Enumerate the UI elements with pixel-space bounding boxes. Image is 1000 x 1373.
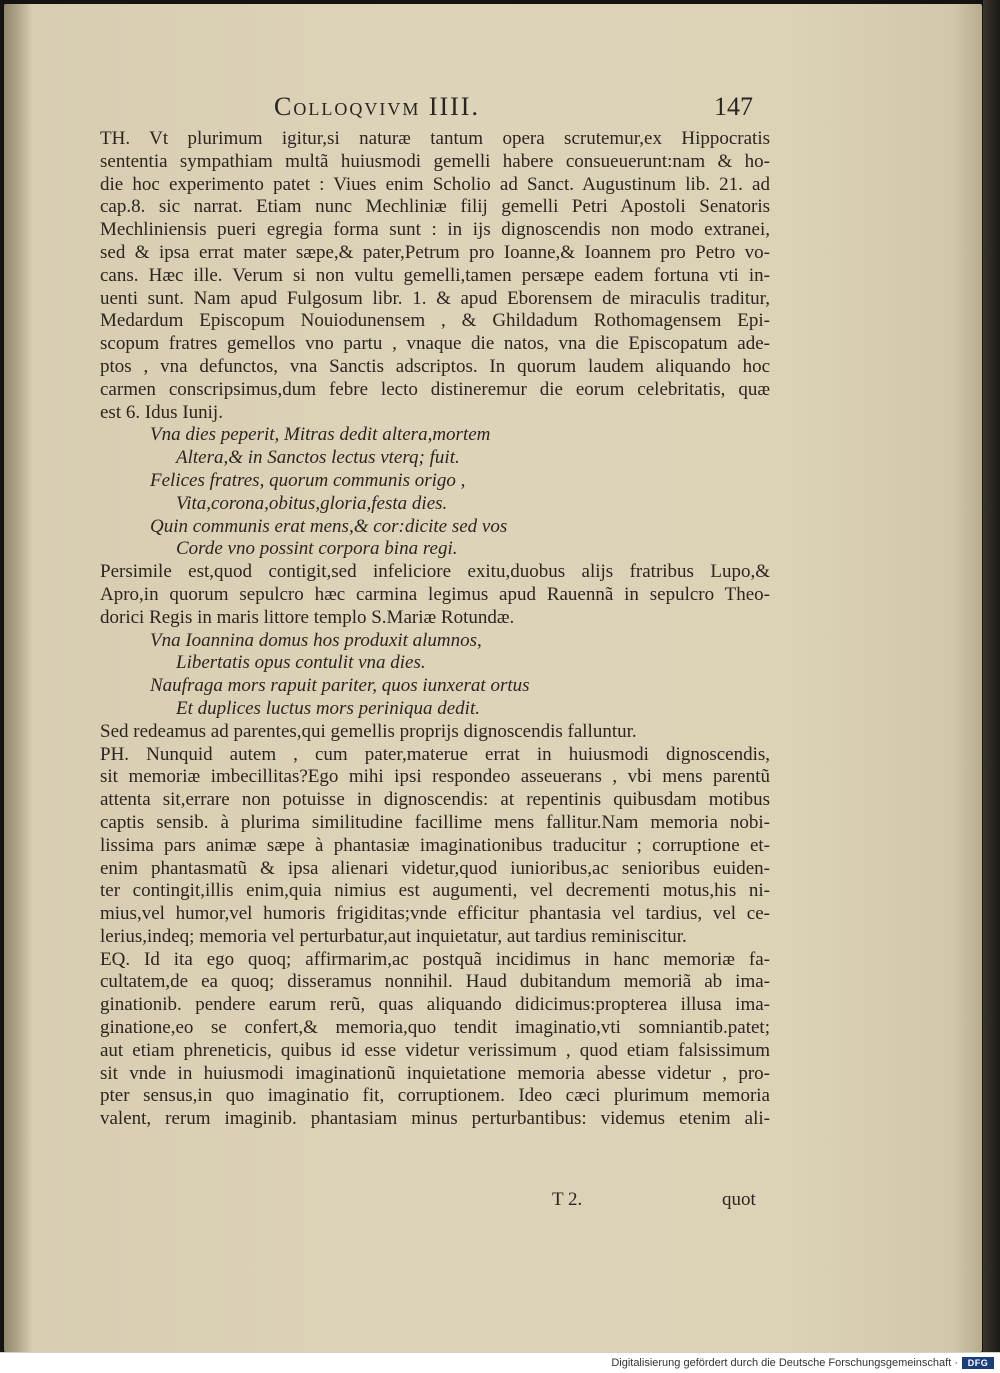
- verse-line: Altera,& in Sanctos lectus vterq; fuit.: [176, 447, 460, 469]
- verse-line: Vna dies peperit, Mitras dedit altera,mortem: [150, 424, 491, 446]
- text-line: valent, rerum imaginib. phantasiam minus perturbantibus: videmus etenim ali-: [100, 1108, 770, 1130]
- verse-line: Libertatis opus contulit vna dies.: [176, 652, 426, 674]
- text-line: die hoc experimento patet : Viues enim Scholio ad Sanct. Augustinum lib. 21. ad: [100, 173, 770, 195]
- text-line: Apro,in quorum sepulcro hæc carmina legimus apud Rauennã in sepulcro Theo-: [100, 583, 770, 605]
- text-line: sententia sympathiam multã huiusmodi gemelli habere consueuerunt:nam & ho-: [100, 150, 770, 172]
- dfg-logo: DFG: [962, 1357, 994, 1369]
- text-line: ter contingit,illis enim,quia nimius est augumenti, vel decrementi motus,his ni-: [100, 880, 770, 902]
- verse-line: Quin communis erat mens,& cor:dicite sed vos: [150, 515, 508, 537]
- text-line: ginatione,eo se confert,& memoria,quo tendit imaginatio,vti somniantib.patet;: [100, 1017, 770, 1039]
- book-page: [4, 4, 982, 1352]
- text-line: lerius,indeq; memoria vel perturbatur,aut inquietatur, aut tardius reminiscitur.: [100, 925, 687, 947]
- text-line: attenta sit,errare non potuisse in dignoscendis: at repentinis quibusdam motibus: [100, 789, 770, 811]
- running-head: Colloqvivm IIII.: [274, 92, 480, 121]
- text-line: TH. Vt plurimum igitur,si naturæ tantum opera scrutemur,ex Hippocratis: [100, 128, 770, 149]
- verse-line: Naufraga mors rapuit pariter, quos iunxerat ortus: [150, 675, 530, 697]
- text-line: sit memoriæ imbecillitas?Ego mihi ipsi respondeo asseuerans , vbi mens parentũ: [100, 766, 770, 788]
- text-line: sit vnde in huiusmodi imaginationũ inquietatione memoria abesse videtur , pro-: [100, 1062, 770, 1084]
- text-line: enim phantasmatũ & ipsa alienari videtur,quod iunioribus,ac senioribus euiden-: [100, 857, 770, 879]
- text-line: ptos , vna defunctos, vna Sanctis adscriptos. In quorum laudem aliquando hoc: [100, 355, 770, 377]
- text-line: Sed redeamus ad parentes,qui gemellis proprijs dignoscendis falluntur.: [100, 720, 637, 742]
- text-line: Persimile est,quod contigit,sed infeliciore exitu,duobus alijs fratribus Lupo,&: [100, 561, 770, 583]
- verse-line: Vita,corona,obitus,gloria,festa dies.: [176, 492, 448, 514]
- page-text: [100, 128, 770, 1131]
- text-line: pter sensus,in quo imaginatio fit, corruptionem. Ideo cæci plurimum memoria: [100, 1085, 770, 1107]
- text-line: uenti sunt. Nam apud Fulgosum libr. 1. & apud Eborensem de miraculis traditur,: [100, 287, 770, 309]
- verse-line: Vna Ioannina domus hos produxit alumnos,: [150, 629, 482, 651]
- text-line: est 6. Idus Iunij.: [100, 401, 223, 423]
- text-line: cap.8. sic narrat. Etiam nunc Mechliniæ filij gemelli Petri Apostoli Senatoris: [100, 196, 770, 218]
- text-line: aut etiam phreneticis, quibus id esse videtur verissimum , quod etiam falsissimum: [100, 1039, 770, 1061]
- text-line: carmen conscripsimus,dum febre lecto distineremur die eorum celebritatis, quæ: [100, 378, 770, 400]
- digitization-footer: [0, 1352, 1000, 1373]
- text-line: cans. Hæc ille. Verum si non vultu gemelli,tamen persæpe eadem fortuna vti in-: [100, 264, 770, 286]
- scan-edge: [983, 0, 1000, 1352]
- text-line: Medardum Episcopum Nouiodunensem , & Ghildadum Rothomagensem Epi-: [100, 310, 770, 332]
- text-line: EQ. Id ita ego quoq; affirmarim,ac postquã incidimus in hanc memoriæ fa-: [100, 948, 770, 970]
- page-number: 147: [714, 92, 753, 121]
- text-line: PH. Nunquid autem , cum pater,materue errat in huiusmodi dignoscendis,: [100, 743, 770, 765]
- text-line: scopum fratres gemellos vno partu , vnaque die natos, vna die Episcopatum ade-: [100, 333, 770, 355]
- text-line: mius,vel humor,vel humoris frigiditas;vnde efficitur phantasia vel tardius, vel ce-: [100, 903, 770, 925]
- text-line: lissima pars animæ sæpe à phantasiæ imaginationibus traducitur ; corruptione et-: [100, 834, 770, 856]
- catchword: quot: [722, 1189, 756, 1210]
- verse-line: Felices fratres, quorum communis origo ,: [150, 469, 466, 491]
- text-line: ginationib. pendere earum rerũ, quas aliquando didicimus:propterea illusa ima-: [100, 994, 770, 1016]
- text-line: dorici Regis in maris littore templo S.Mariæ Rotundæ.: [100, 606, 515, 628]
- text-line: captis sensib. à plurima similitudine facillime mens fallitur.Nam memoria nobi-: [100, 811, 770, 833]
- verse-line: Et duplices luctus mors periniqua dedit.: [176, 697, 480, 719]
- footer-credit: Digitalisierung gefördert durch die Deutsche Forschungsgemeinschaft ·: [611, 1357, 958, 1369]
- text-line: sed & ipsa errat mater sæpe,& pater,Petrum pro Ioanne,& Ioannem pro Petro vo-: [100, 241, 770, 263]
- text-line: cultatem,de ea quoq; disseramus nonnihil. Haud dubitandum memoriã ab ima-: [100, 971, 770, 993]
- text-line: Mechliniensis pueri egregia forma sunt : in ijs dignoscendis non modo extranei,: [100, 219, 770, 241]
- signature-mark: T 2.: [552, 1189, 583, 1210]
- verse-line: Corde vno possint corpora bina regi.: [176, 538, 458, 560]
